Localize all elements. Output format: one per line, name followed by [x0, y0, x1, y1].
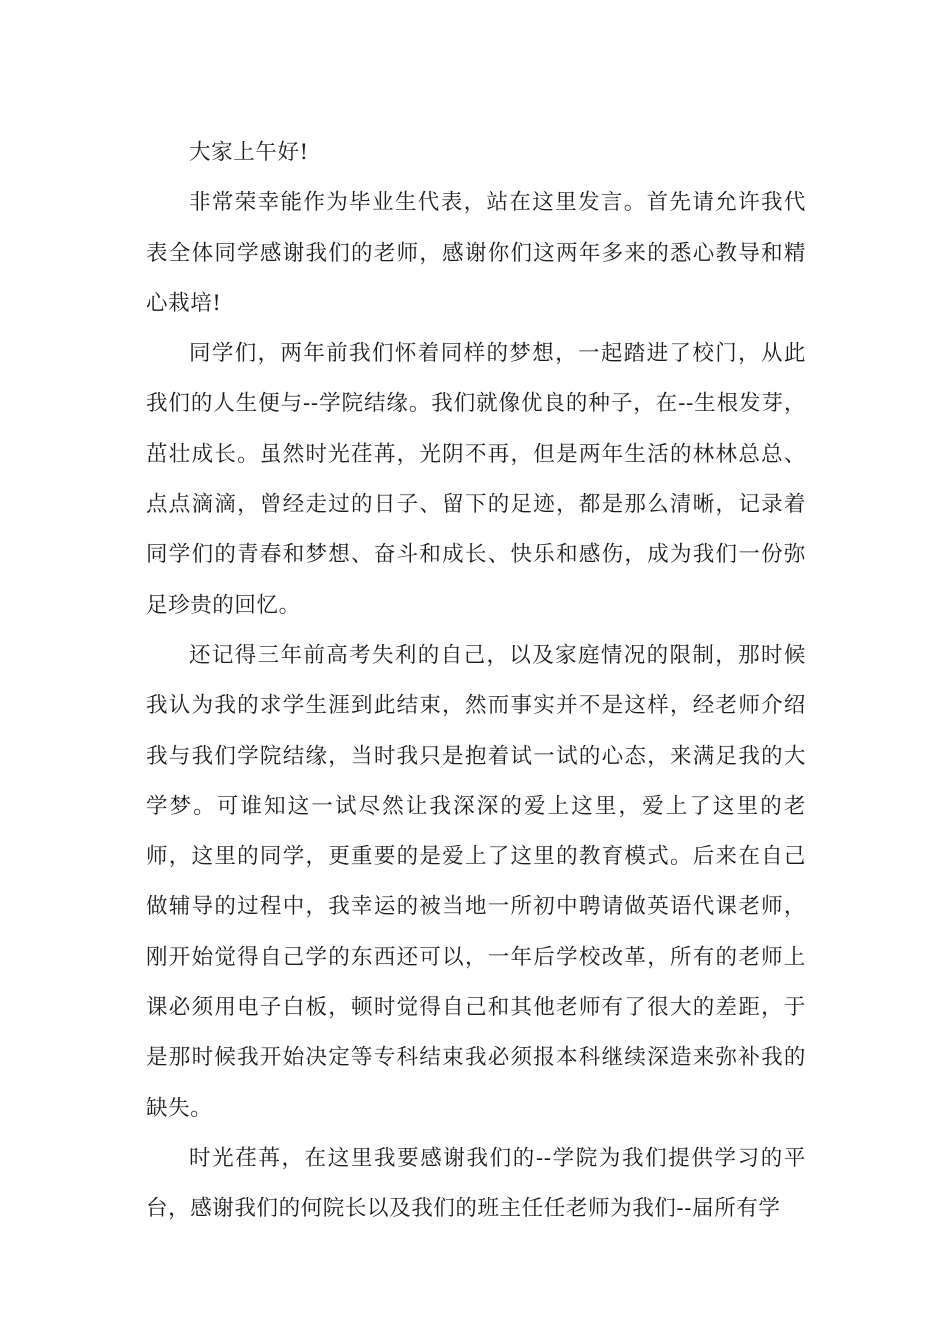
personal-story-paragraph: 还记得三年前高考失利的自己，以及家庭情况的限制，那时候我认为我的求学生涯到此结束，然而事实并不是这样，经老师介绍我与我们学院结缘，当时我只是抱着试一试的心态，来满足我的大学梦。可谁知这一试尽然让我深深的爱上这里，爱上了这里的老师，这里的同学，更重要的是爱上了这里的教育模式。后来在自己做辅导的过程中，我幸运的被当地一所初中聘请做英语代课老师，刚开始觉得自己学的东西还可以，一年后学校改革，所有的老师上课必须用电子白板，顿时觉得自己和其他老师有了很大的差距，于是那时候我开始决定等专科结束我必须报本科继续深造来弥补我的缺失。 — [146, 642, 806, 1121]
greeting-paragraph: 大家上午好! — [189, 140, 309, 165]
speech-body — [146, 128, 806, 1235]
thanks-paragraph: 非常荣幸能作为毕业生代表，站在这里发言。首先请允许我代表全体同学感谢我们的老师，感谢你们这两年多来的悉心教导和精心栽培! — [146, 190, 806, 316]
gratitude-paragraph: 时光荏苒，在这里我要感谢我们的--学院为我们提供学习的平台，感谢我们的何院长以及我们的班主任任老师为我们--届所有学 — [146, 1145, 806, 1222]
memories-paragraph: 同学们，两年前我们怀着同样的梦想，一起踏进了校门，从此我们的人生便与--学院结缘。我们就像优良的种子，在--生根发芽，茁壮成长。虽然时光荏苒，光阴不再，但是两年生活的林林总总、点点滴滴，曾经走过的日子、留下的足迹，都是那么清晰，记录着同学们的青春和梦想、奋斗和成长、快乐和感伤，成为我们一份弥足珍贵的回忆。 — [146, 341, 806, 618]
